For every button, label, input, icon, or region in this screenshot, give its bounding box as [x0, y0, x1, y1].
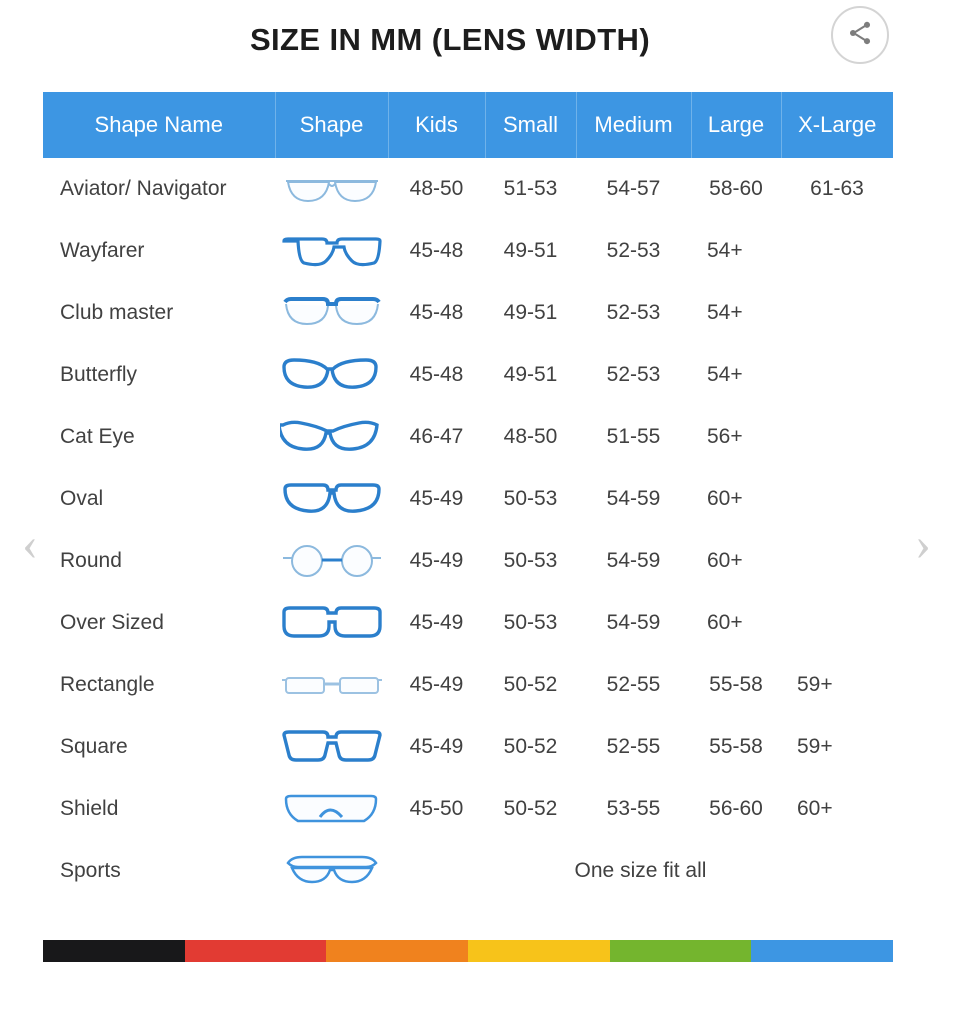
cell-shape-icon: [275, 530, 388, 592]
cell-large: 56+: [691, 406, 781, 468]
cell-small: 50-53: [485, 592, 576, 654]
table-row: [43, 344, 893, 406]
cell-small: 49-51: [485, 344, 576, 406]
cell-shape-icon: [275, 840, 388, 902]
cell-shape-name: Sports: [43, 840, 275, 902]
square-glasses-icon: [280, 727, 384, 767]
cell-shape-name: Wayfarer: [43, 220, 275, 282]
cell-medium: 54-59: [576, 592, 691, 654]
cell-shape-icon: [275, 158, 388, 220]
share-icon: [846, 19, 874, 52]
cell-large: 56-60: [691, 778, 781, 840]
column-header-shape: Shape: [275, 92, 388, 158]
cell-xlarge: [781, 344, 893, 406]
cell-xlarge: [781, 592, 893, 654]
size-table: [43, 92, 893, 902]
cell-medium: 54-59: [576, 468, 691, 530]
right-gutter: [895, 0, 957, 1024]
column-header-xlarge: X-Large: [781, 92, 893, 158]
cell-shape-name: Round: [43, 530, 275, 592]
cell-small: 49-51: [485, 282, 576, 344]
table-row: [43, 468, 893, 530]
cell-xlarge: 59+: [781, 654, 893, 716]
cell-medium: 52-55: [576, 654, 691, 716]
cell-shape-name: Oval: [43, 468, 275, 530]
cell-large: 54+: [691, 344, 781, 406]
cell-medium: 52-53: [576, 282, 691, 344]
cell-xlarge: [781, 530, 893, 592]
table-row: [43, 406, 893, 468]
cell-shape-name: Cat Eye: [43, 406, 275, 468]
table-row: [43, 282, 893, 344]
cell-shape-name: Rectangle: [43, 654, 275, 716]
cell-shape-icon: [275, 344, 388, 406]
clubmaster-glasses-icon: [280, 293, 384, 333]
table-row: [43, 654, 893, 716]
butterfly-glasses-icon: [280, 355, 384, 395]
cell-small: 50-52: [485, 778, 576, 840]
cell-kids: 45-49: [388, 530, 485, 592]
cell-medium: 52-53: [576, 344, 691, 406]
cell-xlarge: [781, 220, 893, 282]
cell-small: 50-52: [485, 654, 576, 716]
cell-one-size-note: One size fit all: [388, 840, 893, 902]
cell-kids: 45-50: [388, 778, 485, 840]
size-table-container: [43, 92, 893, 902]
color-swatch-blue: [751, 940, 893, 962]
cell-shape-icon: [275, 778, 388, 840]
cell-small: 48-50: [485, 406, 576, 468]
shield-glasses-icon: [280, 789, 384, 829]
cell-kids: 45-49: [388, 592, 485, 654]
share-button[interactable]: [831, 6, 889, 64]
oversized-glasses-icon: [280, 603, 384, 643]
bottom-gutter: [0, 976, 957, 1024]
cell-xlarge: [781, 406, 893, 468]
cell-kids: 45-49: [388, 654, 485, 716]
cell-small: 50-53: [485, 530, 576, 592]
cell-large: 60+: [691, 592, 781, 654]
cell-shape-icon: [275, 468, 388, 530]
carousel-prev-arrow[interactable]: ‹: [22, 517, 38, 570]
cell-medium: 52-53: [576, 220, 691, 282]
table-header-row: [43, 92, 893, 158]
cell-medium: 52-55: [576, 716, 691, 778]
color-swatch-orange: [326, 940, 468, 962]
cell-medium: 53-55: [576, 778, 691, 840]
cell-xlarge: 59+: [781, 716, 893, 778]
cateye-glasses-icon: [280, 417, 384, 457]
oval-glasses-icon: [280, 479, 384, 519]
table-row: [43, 530, 893, 592]
cell-shape-icon: [275, 406, 388, 468]
cell-xlarge: [781, 282, 893, 344]
table-row: [43, 778, 893, 840]
cell-medium: 51-55: [576, 406, 691, 468]
cell-large: 60+: [691, 530, 781, 592]
cell-shape-name: Shield: [43, 778, 275, 840]
cell-small: 50-53: [485, 468, 576, 530]
color-swatch-black: [43, 940, 185, 962]
cell-shape-icon: [275, 716, 388, 778]
cell-xlarge: 60+: [781, 778, 893, 840]
color-swatch-yellow: [468, 940, 610, 962]
cell-kids: 45-49: [388, 716, 485, 778]
carousel-next-arrow[interactable]: ›: [915, 517, 931, 570]
table-row: [43, 592, 893, 654]
column-header-medium: Medium: [576, 92, 691, 158]
cell-kids: 45-48: [388, 282, 485, 344]
cell-small: 51-53: [485, 158, 576, 220]
cell-shape-name: Butterfly: [43, 344, 275, 406]
page-title: SIZE IN MM (LENS WIDTH): [249, 22, 651, 57]
column-header-large: Large: [691, 92, 781, 158]
cell-large: 60+: [691, 468, 781, 530]
color-swatch-green: [610, 940, 752, 962]
cell-kids: 45-48: [388, 220, 485, 282]
wayfarer-glasses-icon: [280, 231, 384, 271]
cell-kids: 46-47: [388, 406, 485, 468]
sports-glasses-icon: [280, 851, 384, 891]
cell-shape-icon: [275, 282, 388, 344]
cell-shape-name: Over Sized: [43, 592, 275, 654]
cell-shape-icon: [275, 654, 388, 716]
cell-medium: 54-57: [576, 158, 691, 220]
cell-small: 50-52: [485, 716, 576, 778]
table-row: [43, 716, 893, 778]
column-header-small: Small: [485, 92, 576, 158]
cell-large: 55-58: [691, 654, 781, 716]
cell-medium: 54-59: [576, 530, 691, 592]
column-header-kids: Kids: [388, 92, 485, 158]
cell-shape-name: Club master: [43, 282, 275, 344]
color-bar: [43, 940, 893, 962]
column-header-shape-name: Shape Name: [43, 92, 275, 158]
rectangle-glasses-icon: [280, 665, 384, 705]
cell-shape-name: Square: [43, 716, 275, 778]
cell-kids: 45-48: [388, 344, 485, 406]
cell-large: 58-60: [691, 158, 781, 220]
color-swatch-red: [185, 940, 327, 962]
table-row-sports: [43, 840, 893, 902]
round-glasses-icon: [280, 541, 384, 581]
aviator-glasses-icon: [280, 169, 384, 209]
cell-kids: 48-50: [388, 158, 485, 220]
table-head: [43, 92, 893, 158]
cell-large: 54+: [691, 282, 781, 344]
cell-large: 55-58: [691, 716, 781, 778]
table-row: [43, 220, 893, 282]
cell-shape-name: Aviator/ Navigator: [43, 158, 275, 220]
cell-shape-icon: [275, 220, 388, 282]
cell-large: 54+: [691, 220, 781, 282]
cell-kids: 45-49: [388, 468, 485, 530]
cell-xlarge: 61-63: [781, 158, 893, 220]
table-body: [43, 158, 893, 902]
cell-shape-icon: [275, 592, 388, 654]
cell-xlarge: [781, 468, 893, 530]
cell-small: 49-51: [485, 220, 576, 282]
table-row: [43, 158, 893, 220]
